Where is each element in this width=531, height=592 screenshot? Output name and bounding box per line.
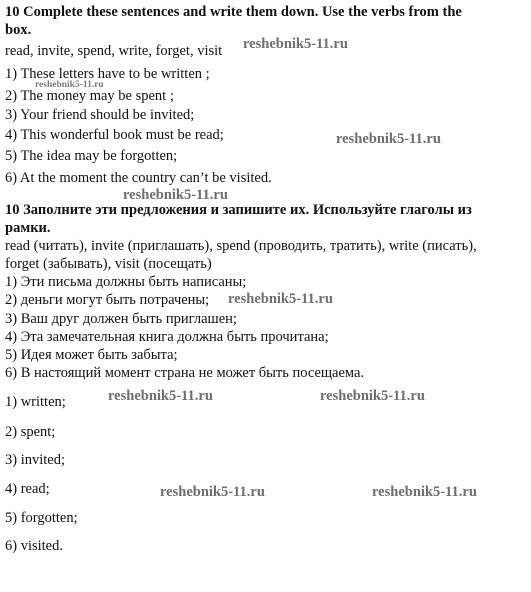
sentence-en-5: 5) The idea may be forgotten; bbox=[5, 148, 178, 164]
answer-5: 5) forgotten; bbox=[5, 510, 78, 526]
exercise-title-en-cont: box. bbox=[5, 22, 32, 38]
answer-4: 4) read; bbox=[5, 481, 50, 497]
sentence-ru-4: 4) Эта замечательная книга должна быть прочитана; bbox=[5, 329, 329, 345]
exercise-title-en: 10 Complete these sentences and write them down. Use the verbs from the bbox=[5, 4, 462, 20]
exercise-title-ru-cont: рамки. bbox=[5, 220, 51, 236]
watermark: reshebnik5-11.ru bbox=[372, 484, 477, 500]
sentence-ru-3: 3) Ваш друг должен быть приглашен; bbox=[5, 311, 237, 327]
watermark: reshebnik5-11.ru bbox=[123, 187, 228, 203]
watermark: reshebnik5-11.ru bbox=[228, 291, 333, 307]
watermark: reshebnik5-11.ru bbox=[320, 388, 425, 404]
watermark: reshebnik5-11.ru bbox=[336, 131, 441, 147]
sentence-ru-1: 1) Эти письма должны быть написаны; bbox=[5, 274, 247, 290]
watermark: reshebnik5-11.ru bbox=[243, 36, 348, 52]
verb-box-en: read, invite, spend, write, forget, visit bbox=[5, 43, 223, 59]
sentence-en-2: 2) The money may be spent ; bbox=[5, 88, 174, 104]
sentence-en-1: 1) These letters have to be written ; bbox=[5, 66, 210, 82]
answer-1: 1) written; bbox=[5, 394, 66, 410]
answer-3: 3) invited; bbox=[5, 452, 66, 468]
watermark: reshebnik5-11.ru bbox=[108, 388, 213, 404]
verb-box-ru: read (читать), invite (приглашать), spend (проводить, тратить), write (писать), bbox=[5, 238, 477, 254]
sentence-en-3: 3) Your friend should be invited; bbox=[5, 107, 195, 123]
sentence-en-4: 4) This wonderful book must be read; bbox=[5, 127, 224, 143]
exercise-title-ru: 10 Заполните эти предложения и запишите их. Используйте глаголы из bbox=[5, 202, 472, 218]
watermark: reshebnik5-11.ru bbox=[160, 484, 265, 500]
sentence-en-6: 6) At the moment the country can’t be visited. bbox=[5, 170, 272, 186]
sentence-ru-6: 6) В настоящий момент страна не может быть посещаема. bbox=[5, 365, 365, 381]
verb-box-ru-cont: forget (забывать), visit (посещать) bbox=[5, 256, 212, 272]
watermark: reshebnik5-11.ru bbox=[35, 80, 104, 90]
answer-2: 2) spent; bbox=[5, 424, 56, 440]
sentence-ru-2: 2) деньги могут быть потрачены; bbox=[5, 292, 210, 308]
answer-6: 6) visited. bbox=[5, 538, 63, 554]
sentence-ru-5: 5) Идея может быть забыта; bbox=[5, 347, 178, 363]
